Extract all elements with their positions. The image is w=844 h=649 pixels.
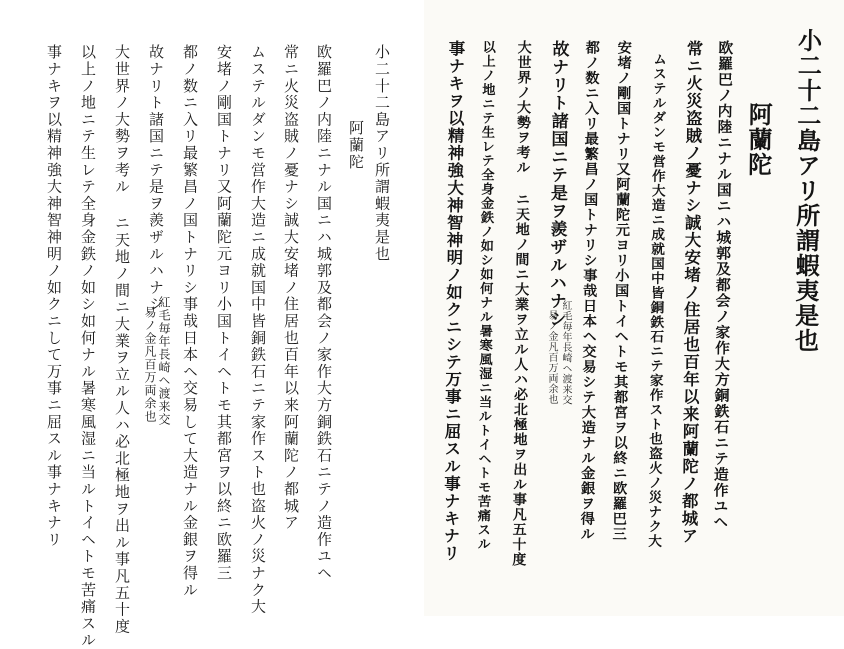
manuscript-note-line-2: 易ノ金凡百万両余也 bbox=[546, 310, 557, 405]
transcript-line-5: 都ノ数ニ入リ最繁昌ノ国トナリシ事哉日本ヘ交易して大造ナル金銀ヲ得ル bbox=[181, 44, 199, 599]
manuscript-line-7: 大世界ノ大勢ヲ考ル ニ天地ノ間ニ大業ヲ立ル人ハ必北極地ヲ出ル事凡五十度 bbox=[510, 39, 532, 568]
manuscript-note-line-1: 紅毛毎年長崎ヘ渡来交 bbox=[560, 300, 571, 405]
manuscript-title: 小二十二島アリ所謂蝦夷是也 bbox=[790, 27, 823, 354]
manuscript-line-8: 以上ノ地ニテ生レテ全身金鉄ノ如シ如何ナル暑寒風湿ニ当ルトイヘトモ苦痛スル bbox=[474, 39, 495, 552]
transcript-line-9: 事ナキヲ以精神強大神智神明ノ如クニして万事ニ屈スル事ナキナリ bbox=[45, 44, 63, 548]
manuscript-line-5: 都ノ数ニ入リ最繁昌ノ国トナリシ事哉日本ヘ交易シテ大造ナル金銀ヲ得ル bbox=[578, 39, 600, 542]
manuscript-line-2: 常ニ火災盗賊ノ憂ナシ誠大安堵ノ住居也百年以来阿蘭陀ノ都城ア bbox=[678, 39, 704, 545]
transcript-line-8: 以上ノ地ニテ生レテ全身金鉄ノ如シ如何ナル暑寒風湿ニ当ルトイヘトモ苦痛スル bbox=[79, 44, 97, 649]
transcription-panel bbox=[0, 0, 420, 649]
transcript-line-7: 大世界ノ大勢ヲ考ル ニ天地ノ間ニ大業ヲ立ル人ハ必北極地ヲ出ル事凡五十度 bbox=[113, 44, 131, 635]
transcript-title: 小二十二島アリ所謂蝦夷是也 bbox=[373, 44, 391, 263]
transcript-line-2: 常ニ火災盗賊ノ憂ナシ誠大安堵ノ住居也百年以来阿蘭陀ノ都城ア bbox=[282, 44, 300, 532]
manuscript-line-4: 安堵ノ剛国トナリ又阿蘭陀元ヨリ小国トイヘトモ其都宮ヲ以終ニ欧羅巴三 bbox=[610, 39, 632, 542]
transcript-line-1: 欧羅巴ノ内陸ニナル国ニハ城郭及都会ノ家作大方銅鉄石ニテノ造作ユヘ bbox=[315, 44, 333, 582]
manuscript-line-6: 故ナリト諸国ニテ是ヲ羨ザルハナシ bbox=[545, 39, 569, 329]
manuscript-line-1: 欧羅巴ノ内陸ニナル国ニハ城郭及都会ノ家作大方銅鉄石ニテ造作ユヘ bbox=[711, 39, 734, 530]
transcript-line-6: 故ナリト諸国ニテ是ヲ羨ザルハナシ bbox=[147, 44, 165, 313]
transcript-note-line-1: 紅毛毎年長崎ヘ渡来交 bbox=[157, 296, 171, 426]
transcript-line-4: 安堵ノ剛国トナリ又阿蘭陀元ヨリ小国トイヘトモ其都宮ヲ以終ニ欧羅三 bbox=[215, 44, 233, 582]
transcript-subtitle: 阿蘭陀 bbox=[347, 120, 365, 171]
manuscript-line-3: ムステルダンモ営作大造ニ成就国中皆銅鉄石ニテ家作スト也盗火ノ災ナク大 bbox=[644, 51, 667, 549]
manuscript-subtitle: 阿蘭陀 bbox=[743, 101, 774, 178]
transcript-note-line-2: 易ノ金凡百万両余也 bbox=[143, 306, 157, 423]
manuscript-line-9: 事ナキヲ以精神強大神智神明ノ如クニシテ万事ニ屈スル事ナキナリ bbox=[440, 39, 466, 563]
transcript-line-3: ムステルダンモ営作大造ニ成就国中皆銅鉄石ニテ家作スト也盗火ノ災ナク大 bbox=[249, 44, 267, 616]
manuscript-panel bbox=[424, 0, 844, 616]
